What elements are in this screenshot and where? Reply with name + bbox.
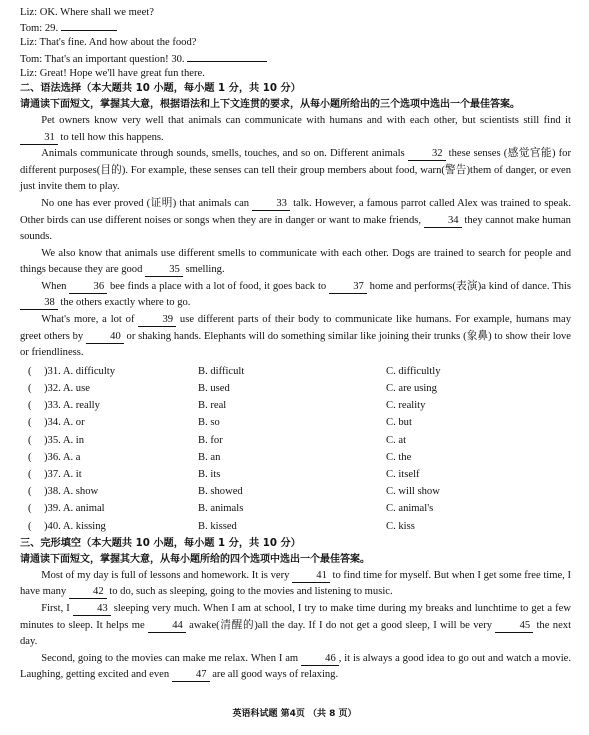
option-b[interactable]: B. its: [198, 468, 221, 480]
option-row: [20, 397, 571, 414]
section-title: 二、语法选择（本大题共 10 小题，每小题 1 分，共 10 分）: [20, 82, 301, 94]
passage: [20, 568, 571, 684]
option-a[interactable]: )40. A. kissing: [44, 520, 106, 532]
section-title: 三、完形填空（本大题共 10 小题，每小题 1 分，共 10 分）: [20, 537, 301, 549]
passage-text: to tell how this happens.: [57, 131, 164, 143]
passage-text: smelling.: [182, 264, 225, 276]
numbered-blank[interactable]: 36: [69, 281, 107, 294]
passage-text: Animals communicate through sounds, smells, touches, and so on. Different animals: [41, 148, 408, 160]
numbered-blank[interactable]: 44: [148, 620, 186, 633]
option-c[interactable]: C. reality: [386, 400, 426, 412]
passage-text: are all good ways of relaxing.: [209, 669, 339, 681]
section-instruction: 请通读下面短文，掌握其大意，根据语法和上下文连贯的要求，从每小题所给出的三个选项中选出一个最佳答案。: [20, 98, 520, 110]
option-row: [20, 432, 571, 449]
page-footer: 英语科试题 第4页 （共 8 页）: [232, 709, 357, 719]
option-row: [20, 500, 571, 517]
passage-text: First, I: [41, 602, 73, 614]
passage-text: No one has ever proved (证明) that animals can: [41, 197, 253, 209]
option-a[interactable]: )31. A. difficulty: [44, 365, 116, 377]
numbered-blank[interactable]: 34: [424, 215, 462, 228]
passage-paragraph: [20, 601, 571, 651]
option-c[interactable]: C. at: [386, 434, 407, 446]
passage-text: they cannot make human sounds.: [20, 214, 571, 243]
option-b[interactable]: B. real: [198, 400, 227, 412]
option-b[interactable]: B. showed: [198, 486, 243, 498]
passage-paragraph: [20, 113, 571, 146]
numbered-blank[interactable]: 46: [301, 653, 339, 666]
passage-paragraph: [20, 279, 571, 312]
option-row: [20, 380, 571, 397]
option-c[interactable]: C. kiss: [386, 520, 415, 532]
answer-blank[interactable]: [187, 51, 267, 62]
numbered-blank[interactable]: 47: [172, 669, 210, 682]
answer-blank[interactable]: [61, 20, 117, 31]
option-a[interactable]: )35. A. in: [44, 434, 85, 446]
passage-text: bee finds a place with a lot of food, it goes back to: [107, 280, 330, 292]
passage-text: or shaking hands. Elephants will do something similar like joining their trunks (象鼻) to show their love or friendliness.: [20, 330, 571, 359]
option-b[interactable]: B. difficult: [198, 365, 245, 377]
passage-text: Pet owners know very well that animals can communicate with humans and with each other, but scientists still find it: [41, 114, 571, 126]
answer-paren[interactable]: (: [28, 520, 32, 532]
passage-paragraph: [20, 146, 571, 196]
passage-paragraph: [20, 196, 571, 246]
option-c[interactable]: C. itself: [386, 468, 420, 480]
numbered-blank[interactable]: 37: [329, 281, 367, 294]
passage-text: the others exactly where to go.: [57, 297, 191, 309]
passage-text: to find time for myself. But when I get some free time, I have many: [20, 569, 571, 598]
passage-text: When: [41, 280, 70, 292]
passage-text: home and performs(表演)a kind of dance. This: [366, 280, 571, 292]
options-list: [20, 363, 571, 535]
option-row: [20, 363, 571, 380]
passage-text: use different parts of their body to communicate like humans. For example, humans may greet others by: [20, 314, 572, 342]
dialogue-line: Liz: OK. Where shall we meet?: [20, 7, 154, 18]
option-c[interactable]: C. are using: [386, 383, 437, 395]
passage-text: the next day.: [20, 619, 572, 648]
option-b[interactable]: B. for: [198, 434, 223, 446]
dialogue-line: Liz: Great! Hope we'll have great fun there.: [20, 67, 205, 79]
passage-text: Second, going to the movies can make me relax. When I am: [41, 652, 301, 664]
dialogue-line: Liz: That's fine. And how about the food?: [20, 37, 197, 49]
passage-paragraph: [20, 568, 571, 601]
option-a[interactable]: )37. A. it: [44, 468, 82, 480]
passage-text: to do, such as sleeping, going to the movies and listening to music.: [106, 586, 393, 598]
passage-text: these senses (感觉官能) for different purposes(目的). For example, these senses can tell their group members about food, warn(警告)them of danger, or even just invite them to play.: [20, 148, 571, 193]
option-row: [20, 518, 571, 535]
answer-paren[interactable]: (: [28, 400, 32, 412]
option-b[interactable]: B. used: [198, 383, 230, 395]
numbered-blank[interactable]: 32: [408, 148, 446, 161]
passage-text: We also know that animals use different smells to communicate with each other. Dogs are trained to search for people and things because they are good: [20, 247, 571, 276]
numbered-blank[interactable]: 31: [20, 132, 58, 145]
answer-paren[interactable]: (: [28, 503, 32, 515]
option-a[interactable]: )38. A. show: [44, 486, 99, 498]
passage-paragraph: [20, 312, 571, 362]
passage: [20, 113, 571, 362]
passage-paragraph: [20, 246, 571, 279]
section-instruction: 请通读下面短文，掌握其大意，从每小题所给的四个选项中选出一个最佳答案。: [20, 553, 370, 565]
option-row: [20, 414, 571, 431]
answer-paren[interactable]: (: [28, 486, 32, 498]
passage-text: talk. However, a famous parrot called Alex was trained to speak. Other birds can use different noises or songs when they are in danger or want to make friends,: [20, 197, 571, 226]
option-c[interactable]: C. will show: [386, 486, 440, 498]
numbered-blank[interactable]: 45: [495, 620, 533, 633]
dialogue-line: Tom: 29.: [20, 20, 571, 35]
passage-paragraph: [20, 651, 571, 684]
answer-paren[interactable]: (: [28, 434, 32, 446]
option-a[interactable]: )33. A. really: [44, 400, 100, 412]
option-a[interactable]: )36. A. a: [44, 451, 81, 463]
answer-paren[interactable]: (: [28, 468, 32, 480]
option-row: [20, 449, 571, 466]
option-a[interactable]: )39. A. animal: [44, 503, 105, 515]
option-c[interactable]: C. animal's: [386, 503, 434, 515]
numbered-blank[interactable]: 35: [145, 264, 183, 277]
numbered-blank[interactable]: 43: [73, 603, 111, 616]
dialogue: [20, 5, 571, 81]
passage-text: , it is always a good idea to go out and watch a movie. Laughing, getting excited and even: [20, 652, 571, 681]
option-a[interactable]: )32. A. use: [44, 383, 90, 395]
answer-paren[interactable]: (: [28, 451, 32, 463]
answer-paren[interactable]: (: [28, 383, 32, 395]
passage-text: awake(清醒的)all the day. If I do not get a good sleep, I will be very: [185, 619, 496, 631]
option-b[interactable]: B. animals: [198, 503, 244, 515]
option-row: [20, 483, 571, 500]
option-b[interactable]: B. kissed: [198, 520, 237, 532]
option-row: [20, 466, 571, 483]
numbered-blank[interactable]: 40: [86, 331, 124, 344]
option-b[interactable]: B. so: [198, 417, 220, 429]
answer-paren[interactable]: (: [28, 417, 32, 429]
numbered-blank[interactable]: 38: [20, 297, 58, 310]
numbered-blank[interactable]: 42: [69, 586, 107, 599]
numbered-blank[interactable]: 41: [292, 570, 330, 583]
option-c[interactable]: C. but: [386, 417, 412, 429]
answer-paren[interactable]: (: [28, 365, 32, 377]
passage-text: sleeping very much. When I am at school, I try to make time during my breaks and lunchtime to get a few minutes to sleep. It helps me: [20, 602, 572, 631]
option-b[interactable]: B. an: [198, 451, 221, 463]
passage-text: What's more, a lot of: [41, 314, 139, 326]
numbered-blank[interactable]: 33: [252, 198, 290, 211]
numbered-blank[interactable]: 39: [138, 314, 176, 327]
option-a[interactable]: )34. A. or: [44, 417, 85, 429]
passage-text: Most of my day is full of lessons and homework. It is very: [41, 569, 293, 581]
option-c[interactable]: C. the: [386, 451, 412, 463]
option-c[interactable]: C. difficultly: [386, 365, 441, 377]
dialogue-line: Tom: That's an important question! 30.: [20, 51, 571, 66]
